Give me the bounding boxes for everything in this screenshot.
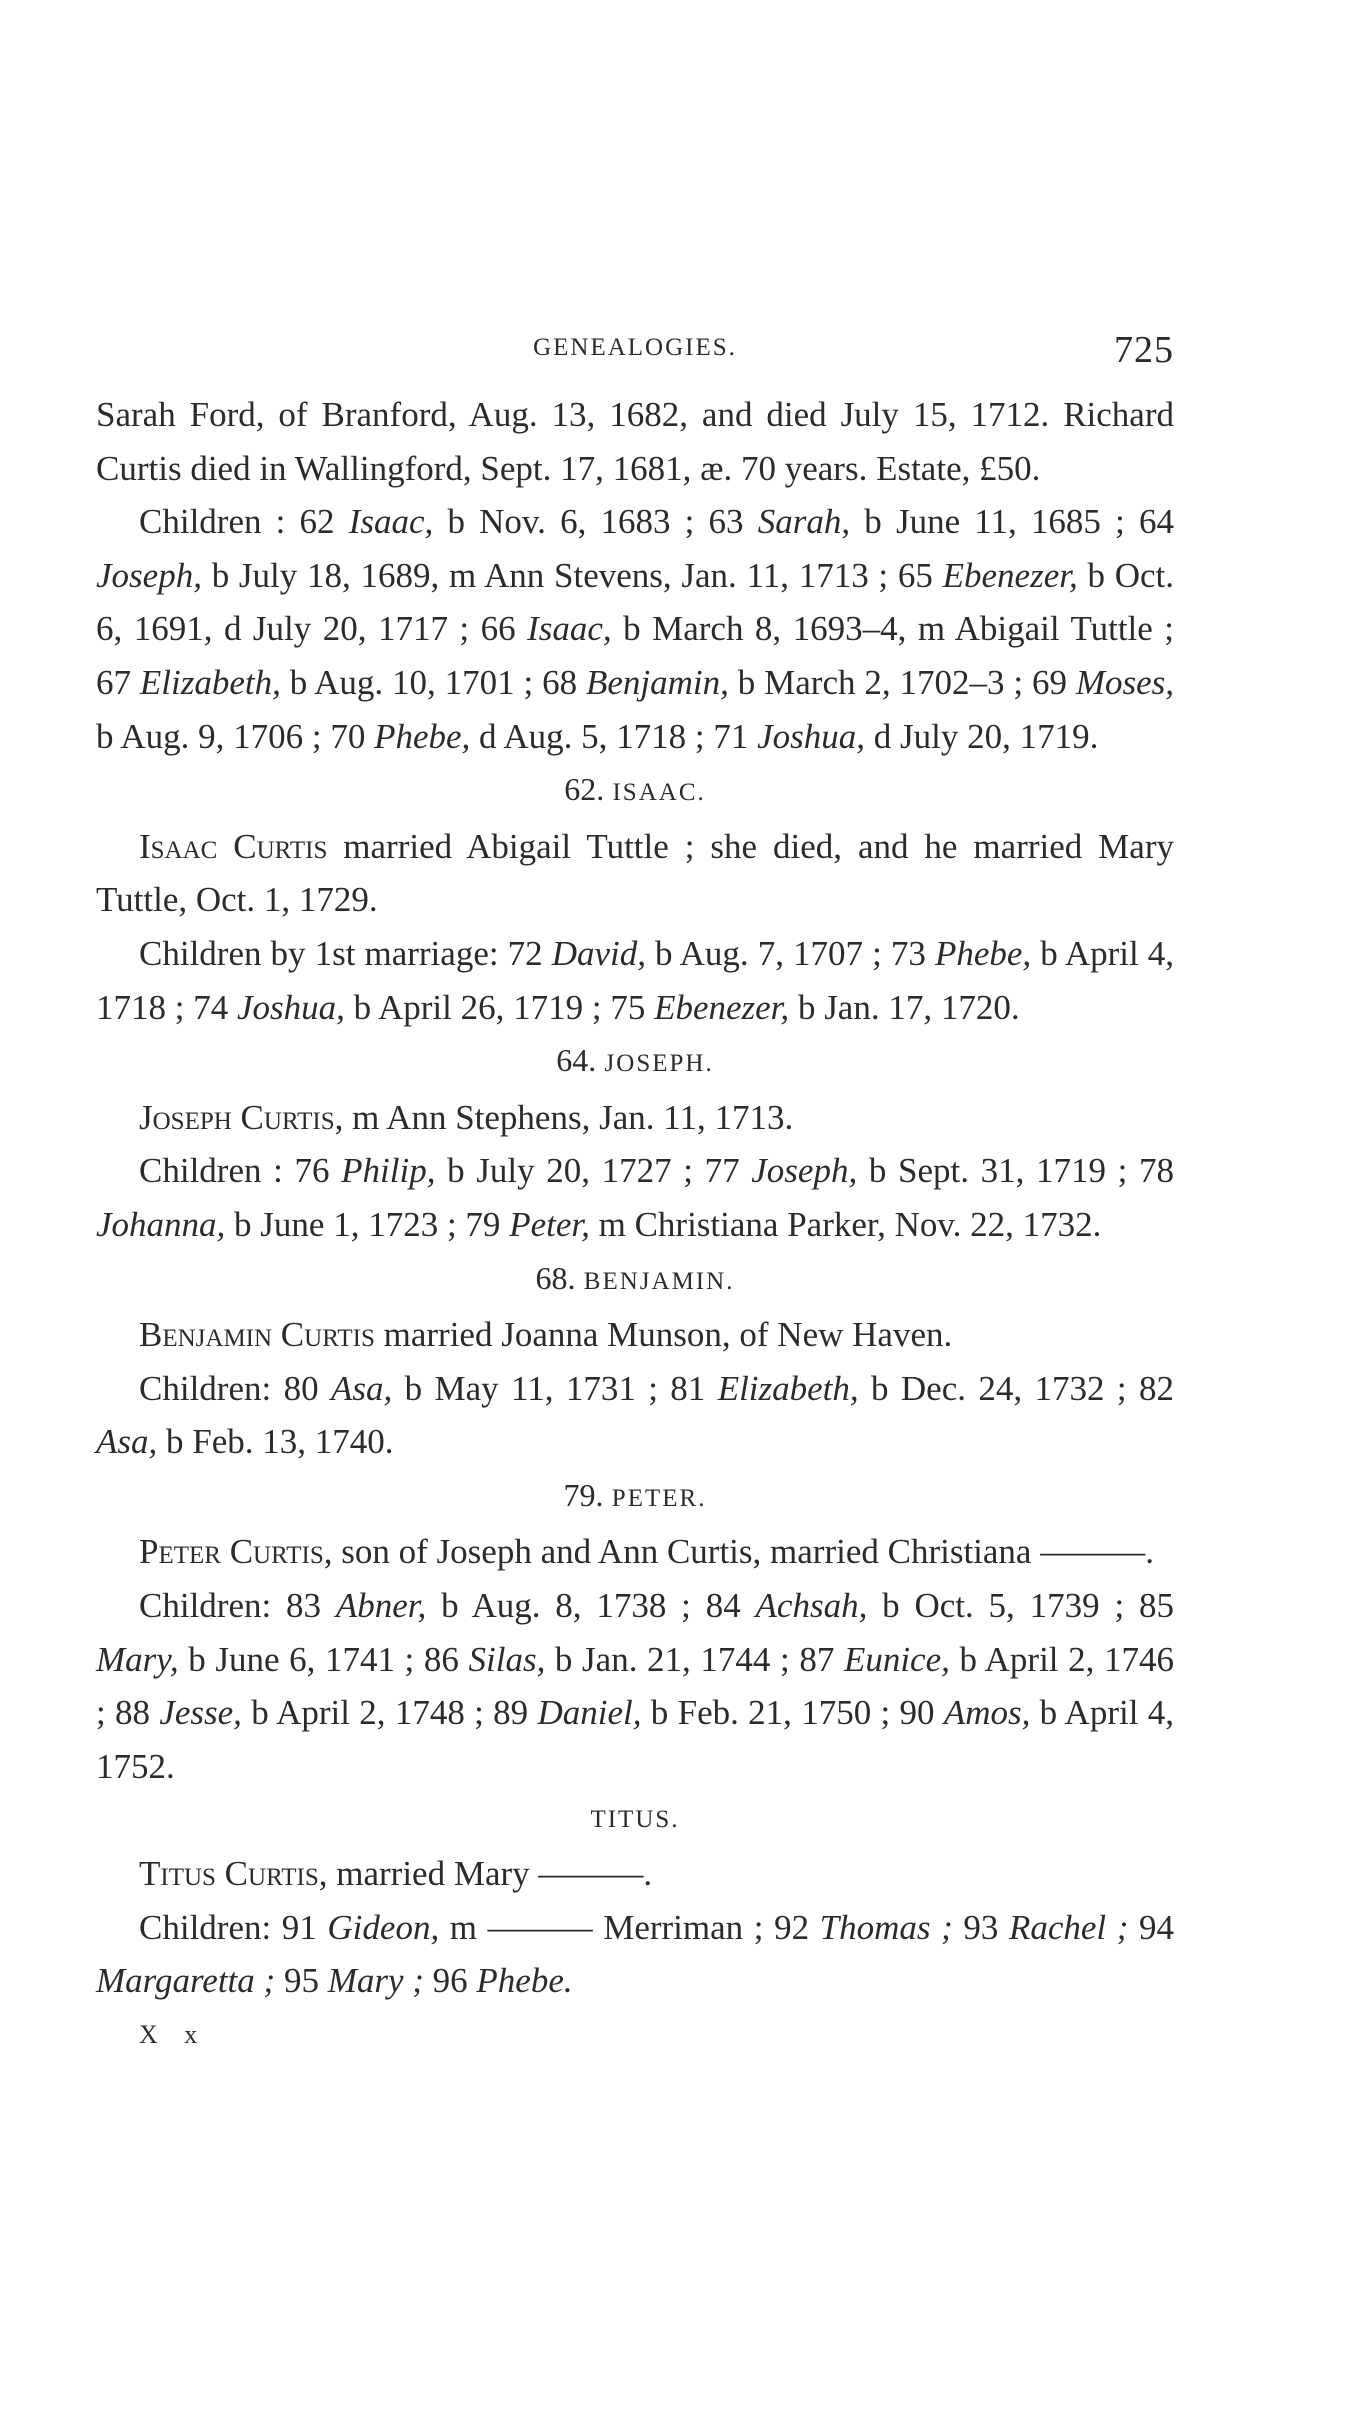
section-heading-joseph: 64. JOSEPH. — [556, 1042, 714, 1079]
paragraph-isaac: Isaac Curtis married Abigail Tuttle ; she died, and he married Mary Tuttle, Oct. 1, 1729. — [96, 826, 1174, 920]
paragraph-peter: Peter Curtis, son of Joseph and Ann Curtis, married Christiana ———. — [139, 1532, 1154, 1572]
paragraph-children-richard: Children : 62 Isaac, b Nov. 6, 1683 ; 63 Sarah, b June 11, 1685 ; 64 Joseph, b July 18, 1689, m Ann Stevens, Jan. 11, 1713 ; 65 Ebenezer, b Oct. 6, 1691, d July 20, 1717 ; 66 Isaac, b March 8, 1693–4, m Abigail Tuttle ; 67 Elizabeth, b Aug. 10, 1701 ; 68 Benjamin, b March 2, 1702–3 ; 69 Moses, b Aug. 9, 1706 ; 70 Phebe, d Aug. 5, 1718 ; 71 Joshua, d July 20, 1719. — [96, 502, 1175, 756]
running-title: GENEALOGIES. — [533, 334, 737, 361]
page-number: 725 — [1114, 329, 1174, 371]
section-heading-benjamin: 68. BENJAMIN. — [535, 1259, 735, 1296]
section-heading-titus: TITUS. — [590, 1806, 680, 1834]
paragraph-children-peter: Children: 83 Abner, b Aug. 8, 1738 ; 84 Achsah, b Oct. 5, 1739 ; 85 Mary, b June 6, 1741 ; 86 Silas, b Jan. 21, 1744 ; 87 Eunice, b April 2, 1746 ; 88 Jesse, b April 2, 1748 ; 89 Daniel, b Feb. 21, 1750 ; 90 Amos, b April 4, 1752. — [96, 1586, 1174, 1786]
paragraph-children-benjamin: Children: 80 Asa, b May 11, 1731 ; 81 Elizabeth, b Dec. 24, 1732 ; 82 Asa, b Feb. 13, 1740. — [96, 1368, 1174, 1462]
signature-mark: X x — [139, 2019, 208, 2049]
body-text — [96, 388, 1174, 2061]
section-heading-peter: 79. PETER. — [563, 1476, 707, 1513]
paragraph-children-joseph: Children : 76 Philip, b July 20, 1727 ; 77 Joseph, b Sept. 31, 1719 ; 78 Johanna, b June 1, 1723 ; 79 Peter, m Christiana Parker, Nov. 22, 1732. — [96, 1151, 1174, 1244]
paragraph-benjamin: Benjamin Curtis married Joanna Munson, of New Haven. — [139, 1315, 953, 1355]
paragraph-titus: Titus Curtis, married Mary ———. — [139, 1854, 653, 1894]
paragraph-joseph: Joseph Curtis, m Ann Stephens, Jan. 11, 1713. — [139, 1097, 794, 1137]
paragraph-children-isaac: Children by 1st marriage: 72 David, b Aug. 7, 1707 ; 73 Phebe, b April 4, 1718 ; 74 Joshua, b April 26, 1719 ; 75 Ebenezer, b Jan. 17, 1720. — [96, 933, 1174, 1027]
running-head — [96, 328, 1174, 372]
paragraph-continuation: Sarah Ford, of Branford, Aug. 13, 1682, and died July 15, 1712. Richard Curtis died in Wallingford, Sept. 17, 1681, æ. 70 years. Estate, £50. — [96, 395, 1174, 488]
section-heading-isaac: 62. ISAAC. — [564, 771, 706, 808]
paragraph-children-titus: Children: 91 Gideon, m ——— Merriman ; 92 Thomas ; 93 Rachel ; 94 Margaretta ; 95 Mary ; 96 Phebe. — [96, 1907, 1174, 2001]
